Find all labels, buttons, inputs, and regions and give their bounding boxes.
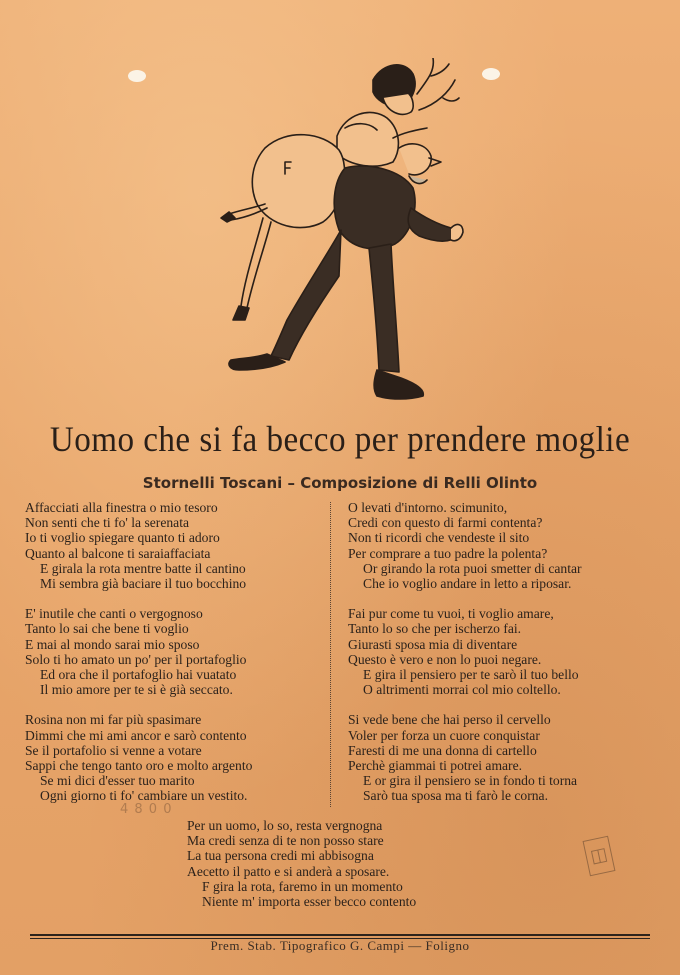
verse-line: Fai pur come tu vuoi, ti voglio amare,	[348, 606, 554, 622]
verse-line: Per comprare a tuo padre la polenta?	[348, 545, 548, 561]
verse-line: Per un uomo, lo so, resta vergnogna	[187, 818, 383, 833]
song-title: Uomo che si fa becco per prendere moglie	[49, 419, 631, 459]
stanza	[25, 606, 252, 697]
verse-line: Il mio amore per te si è già seccato.	[40, 682, 233, 698]
verse-line: F gira la rota, faremo in un momento	[202, 878, 403, 894]
punch-hole-left	[128, 70, 146, 82]
verse-line: E' inutile che canti o vergognoso	[25, 606, 203, 622]
verse-line: Non ti ricordi che vendeste il sito	[348, 530, 530, 546]
verse-line: Questo è vero e non lo puoi negare.	[348, 651, 542, 667]
verse-line: Si vede bene che hai perso il cervello	[348, 712, 551, 728]
verse-line: E girala la rota mentre batte il cantino	[40, 560, 246, 576]
verse-line: E mai al mondo sarai mio sposo	[25, 636, 200, 652]
verse-line: Faresti di me una donna di cartello	[348, 742, 537, 758]
verse-line: E gira il pensiero per te sarò il tuo bello	[363, 667, 579, 683]
stanza	[25, 712, 252, 803]
verse-line: Ma credi senza di te non posso stare	[187, 833, 384, 849]
song-subtitle: Stornelli Toscani – Composizione di Relli Olinto	[142, 474, 538, 492]
verse-line: Che io voglio andare in letto a riposar.	[363, 576, 572, 592]
verse-line: O levati d'intorno. scimunito,	[348, 500, 508, 515]
verse-line: Rosina non mi far più spasimare	[25, 712, 202, 728]
verse-line: Perchè giammai ti potrei amare.	[348, 758, 523, 774]
verse-line: Ed ora che il portafoglio hai vuatato	[40, 667, 237, 683]
stanza	[25, 500, 252, 591]
verse-line: Solo ti ho amato un po' per il portafoglio	[25, 651, 247, 667]
column-divider	[330, 502, 331, 807]
verse-line: Se il portafolio si venne a votare	[25, 742, 202, 758]
final-stanza	[187, 818, 416, 909]
verse-line: Tanto lo sai che bene ti voglio	[25, 621, 189, 637]
right-verse-column	[348, 500, 582, 819]
verse-line: La tua persona credi mi abbisogna	[187, 848, 374, 864]
verse-line: Io ti voglio spiegare quanto ti adoro	[25, 530, 220, 546]
verse-line: Voler per forza un cuore conquistar	[348, 727, 540, 743]
stanza	[348, 606, 582, 697]
verse-line: Non senti che ti fo' la serenata	[25, 515, 190, 531]
verse-line: Mi sembra già baciare il tuo bocchino	[40, 576, 247, 592]
footer-rule	[30, 934, 650, 936]
archive-stamp-icon: ◫	[583, 836, 616, 877]
verse-line: Credi con questo di farmi contenta?	[348, 515, 543, 531]
verse-line: Or girando la rota puoi smetter di cantar	[363, 560, 582, 576]
verse-line: Niente m' importa esser becco contento	[202, 894, 417, 910]
verse-line: Se mi dici d'esser tuo marito	[40, 773, 195, 789]
verse-line: E or gira il pensiero se in fondo ti torna	[363, 773, 578, 789]
verse-line: Sarò tua sposa ma ti farò le corna.	[363, 788, 548, 804]
printer-imprint: Prem. Stab. Tipografico G. Campi — Foligno	[210, 938, 470, 953]
stanza	[348, 712, 582, 803]
verse-line: Tanto lo so che per ischerzo fai.	[348, 621, 522, 637]
punch-hole-right	[482, 68, 500, 80]
man-carrying-woman-illustration	[205, 58, 465, 418]
verse-line: Quanto al balcone ti saraiaffaciata	[25, 545, 211, 561]
verse-line: Sappi che tengo tanto oro e molto argento	[25, 758, 253, 774]
verse-line: O altrimenti morrai col mio coltello.	[363, 682, 561, 698]
verse-line: Aecetto il patto e si anderà a sposare.	[187, 863, 390, 879]
verse-line: Dimmi che mi ami ancor e sarò contento	[25, 727, 247, 743]
verse-line: Ogni giorno ti fo' cambiare un vestito.	[40, 788, 248, 804]
left-verse-column	[25, 500, 252, 819]
stanza	[348, 500, 582, 591]
verse-line: Affacciati alla finestra o mio tesoro	[25, 500, 218, 515]
verse-line: Giurasti sposa mia di diventare	[348, 636, 518, 652]
faint-archive-number: 4 8 0 0	[120, 802, 173, 817]
